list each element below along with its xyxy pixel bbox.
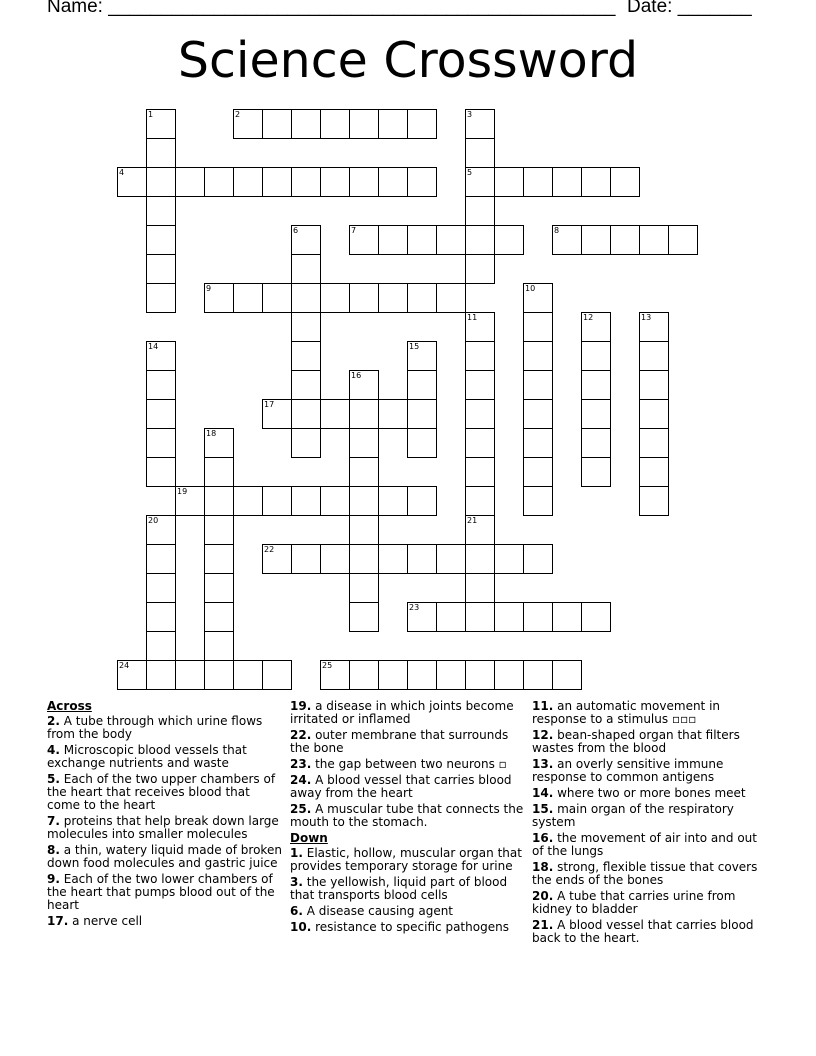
clue-text: Each of the two upper chambers of the heart that receives blood that come to the heart	[47, 772, 276, 812]
grid-cell[interactable]	[262, 109, 292, 139]
grid-cell[interactable]	[349, 544, 379, 574]
grid-cell[interactable]	[204, 457, 234, 487]
grid-cell[interactable]	[262, 486, 292, 516]
grid-cell[interactable]	[378, 399, 408, 429]
grid-cell[interactable]	[349, 109, 379, 139]
grid-cell[interactable]	[465, 138, 495, 168]
clue-text: a nerve cell	[72, 914, 143, 928]
grid-cell[interactable]	[465, 602, 495, 632]
cell-number: 17	[264, 400, 275, 409]
grid-cell[interactable]	[204, 573, 234, 603]
clue-number: 25.	[290, 802, 312, 816]
grid-cell[interactable]	[291, 544, 321, 574]
clue-number: 23.	[290, 757, 312, 771]
clue-text: a disease in which joints become irritated or inflamed	[290, 699, 514, 726]
cell-number: 5	[467, 168, 473, 177]
clue-across-5	[47, 773, 285, 812]
grid-cell[interactable]	[465, 399, 495, 429]
clues-column-1	[47, 700, 285, 931]
clue-text: where two or more bones meet	[557, 786, 746, 800]
grid-cell[interactable]	[233, 660, 263, 690]
grid-cell[interactable]	[523, 457, 553, 487]
across-heading: Across	[47, 699, 92, 713]
clue-across-7	[47, 815, 285, 841]
clue-down-10	[290, 921, 528, 934]
date-line[interactable]: _______	[677, 0, 752, 17]
cell-number: 12	[583, 313, 594, 322]
name-line[interactable]: ________________________________________________	[108, 0, 616, 17]
clue-number: 8.	[47, 843, 60, 857]
cell-number: 6	[293, 226, 299, 235]
grid-cell[interactable]	[146, 138, 176, 168]
grid-cell[interactable]	[146, 196, 176, 226]
clue-across-24	[290, 774, 528, 800]
grid-cell[interactable]	[146, 341, 176, 371]
cell-number: 8	[554, 226, 560, 235]
grid-cell[interactable]	[233, 486, 263, 516]
grid-cell[interactable]	[146, 631, 176, 661]
grid-cell[interactable]	[465, 573, 495, 603]
grid-cell[interactable]	[320, 399, 350, 429]
page-title: Science Crossword	[177, 32, 639, 89]
cell-number: 10	[525, 284, 536, 293]
clue-across-25	[290, 803, 528, 829]
grid-cell[interactable]	[581, 370, 611, 400]
cell-number: 3	[467, 110, 473, 119]
name-label-text: Name:	[47, 0, 103, 17]
clue-across-22	[290, 729, 528, 755]
clues-column-3	[532, 700, 770, 948]
grid-cell[interactable]	[262, 544, 292, 574]
clue-across-8	[47, 844, 285, 870]
grid-cell[interactable]	[465, 341, 495, 371]
clue-text: A tube through which urine flows from the body	[47, 714, 263, 741]
clue-down-6	[290, 905, 528, 918]
grid-cell[interactable]	[639, 486, 669, 516]
clue-down-14	[532, 787, 770, 800]
grid-cell[interactable]	[349, 225, 379, 255]
clue-text: Each of the two lower chambers of the heart that pumps blood out of the heart	[47, 872, 275, 912]
grid-cell[interactable]	[320, 283, 350, 313]
grid-cell[interactable]	[407, 660, 437, 690]
grid-cell[interactable]	[407, 602, 437, 632]
grid-cell[interactable]	[465, 167, 495, 197]
clue-across-2	[47, 715, 285, 741]
clues-column-2	[290, 700, 528, 937]
grid-cell[interactable]	[378, 109, 408, 139]
grid-cell[interactable]	[436, 225, 466, 255]
clue-text: strong, flexible tissue that covers the ends of the bones	[532, 860, 758, 887]
grid-cell[interactable]	[523, 283, 553, 313]
cell-number: 2	[235, 110, 241, 119]
grid-cell[interactable]	[320, 167, 350, 197]
grid-cell[interactable]	[204, 428, 234, 458]
grid-cell[interactable]	[349, 167, 379, 197]
clue-number: 14.	[532, 786, 554, 800]
grid-cell[interactable]	[291, 167, 321, 197]
grid-cell[interactable]	[581, 399, 611, 429]
clue-number: 24.	[290, 773, 312, 787]
clue-down-1	[290, 847, 528, 873]
clue-text: Elastic, hollow, muscular organ that provides temporary storage for urine	[290, 846, 522, 873]
cell-number: 9	[206, 284, 212, 293]
clue-down-20	[532, 890, 770, 916]
grid-cell[interactable]	[349, 573, 379, 603]
grid-cell[interactable]	[262, 399, 292, 429]
clue-number: 4.	[47, 743, 60, 757]
clue-number: 6.	[290, 904, 303, 918]
grid-cell[interactable]	[204, 486, 234, 516]
clue-number: 17.	[47, 914, 69, 928]
grid-cell[interactable]	[320, 486, 350, 516]
grid-cell[interactable]	[291, 225, 321, 255]
clue-across-19	[290, 700, 528, 726]
grid-cell[interactable]	[465, 428, 495, 458]
clue-number: 11.	[532, 699, 554, 713]
grid-cell[interactable]	[581, 225, 611, 255]
clue-across-4	[47, 744, 285, 770]
grid-cell[interactable]	[523, 660, 553, 690]
grid-cell[interactable]	[465, 457, 495, 487]
grid-cell[interactable]	[291, 109, 321, 139]
cell-number: 15	[409, 342, 420, 351]
grid-cell[interactable]	[146, 167, 176, 197]
grid-cell[interactable]	[465, 660, 495, 690]
grid-cell[interactable]	[465, 486, 495, 516]
grid-cell[interactable]	[291, 428, 321, 458]
grid-cell[interactable]	[378, 544, 408, 574]
grid-cell[interactable]	[117, 167, 147, 197]
grid-cell[interactable]	[639, 225, 669, 255]
grid-cell[interactable]	[146, 457, 176, 487]
clue-down-16	[532, 832, 770, 858]
grid-cell[interactable]	[146, 254, 176, 284]
grid-cell[interactable]	[146, 428, 176, 458]
cell-number: 16	[351, 371, 362, 380]
grid-cell[interactable]	[175, 660, 205, 690]
cell-number: 1	[148, 110, 154, 119]
grid-cell[interactable]	[320, 544, 350, 574]
grid-cell[interactable]	[146, 515, 176, 545]
grid-cell[interactable]	[291, 399, 321, 429]
grid-cell[interactable]	[465, 109, 495, 139]
clue-number: 10.	[290, 920, 312, 934]
grid-cell[interactable]	[436, 602, 466, 632]
grid-cell[interactable]	[407, 341, 437, 371]
clue-text: the gap between two neurons ▫	[315, 757, 507, 771]
cell-number: 18	[206, 429, 217, 438]
grid-cell[interactable]	[494, 544, 524, 574]
grid-cell[interactable]	[523, 167, 553, 197]
grid-cell[interactable]	[552, 660, 582, 690]
cell-number: 14	[148, 342, 159, 351]
grid-cell[interactable]	[407, 399, 437, 429]
grid-cell[interactable]	[523, 370, 553, 400]
clue-number: 21.	[532, 918, 554, 932]
grid-cell[interactable]	[204, 660, 234, 690]
clue-text: A blood vessel that carries blood back to the heart.	[532, 918, 754, 945]
grid-cell[interactable]	[233, 109, 263, 139]
grid-cell[interactable]	[494, 602, 524, 632]
grid-cell[interactable]	[233, 167, 263, 197]
grid-cell[interactable]	[349, 602, 379, 632]
cell-number: 4	[119, 168, 125, 177]
grid-cell[interactable]	[552, 167, 582, 197]
grid-cell[interactable]	[378, 486, 408, 516]
clue-text: bean-shaped organ that filters wastes from the blood	[532, 728, 740, 755]
grid-cell[interactable]	[494, 167, 524, 197]
grid-cell[interactable]	[349, 283, 379, 313]
grid-cell[interactable]	[407, 370, 437, 400]
clue-text: the movement of air into and out of the lungs	[532, 831, 757, 858]
grid-cell[interactable]	[523, 544, 553, 574]
grid-cell[interactable]	[407, 486, 437, 516]
clue-number: 1.	[290, 846, 303, 860]
cell-number: 23	[409, 603, 420, 612]
cell-number: 24	[119, 661, 130, 670]
grid-cell[interactable]	[552, 602, 582, 632]
grid-cell[interactable]	[523, 399, 553, 429]
clue-down-3	[290, 876, 528, 902]
cell-number: 7	[351, 226, 357, 235]
grid-cell[interactable]	[349, 399, 379, 429]
grid-cell[interactable]	[146, 660, 176, 690]
clue-text: outer membrane that surrounds the bone	[290, 728, 509, 755]
grid-cell[interactable]	[262, 283, 292, 313]
clue-number: 3.	[290, 875, 303, 889]
clue-text: A tube that carries urine from kidney to bladder	[532, 889, 736, 916]
down-heading: Down	[290, 831, 328, 845]
grid-cell[interactable]	[436, 544, 466, 574]
grid-cell[interactable]	[436, 660, 466, 690]
grid-cell[interactable]	[146, 399, 176, 429]
grid-cell[interactable]	[349, 457, 379, 487]
clue-text: main organ of the respiratory system	[532, 802, 734, 829]
grid-cell[interactable]	[262, 167, 292, 197]
grid-cell[interactable]	[465, 544, 495, 574]
grid-cell[interactable]	[407, 544, 437, 574]
clue-text: resistance to specific pathogens	[315, 920, 509, 934]
clue-down-21	[532, 919, 770, 945]
grid-cell[interactable]	[204, 283, 234, 313]
clue-text: an overly sensitive immune response to common antigens	[532, 757, 724, 784]
clue-text: a thin, watery liquid made of broken down food molecules and gastric juice	[47, 843, 282, 870]
grid-cell[interactable]	[146, 544, 176, 574]
grid-cell[interactable]	[291, 370, 321, 400]
grid-cell[interactable]	[581, 602, 611, 632]
cell-number: 11	[467, 313, 478, 322]
grid-cell[interactable]	[146, 109, 176, 139]
grid-cell[interactable]	[175, 486, 205, 516]
grid-cell[interactable]	[146, 225, 176, 255]
clue-number: 13.	[532, 757, 554, 771]
grid-cell[interactable]	[349, 428, 379, 458]
grid-cell[interactable]	[407, 109, 437, 139]
clue-number: 20.	[532, 889, 554, 903]
grid-cell[interactable]	[436, 283, 466, 313]
grid-cell[interactable]	[407, 428, 437, 458]
clue-number: 22.	[290, 728, 312, 742]
grid-cell[interactable]	[407, 167, 437, 197]
grid-cell[interactable]	[204, 167, 234, 197]
grid-cell[interactable]	[465, 254, 495, 284]
grid-cell[interactable]	[291, 254, 321, 284]
grid-cell[interactable]	[465, 370, 495, 400]
grid-cell[interactable]	[465, 225, 495, 255]
grid-cell[interactable]	[581, 457, 611, 487]
clue-down-18	[532, 861, 770, 887]
grid-cell[interactable]	[668, 225, 698, 255]
grid-cell[interactable]	[610, 167, 640, 197]
clue-text: A muscular tube that connects the mouth to the stomach.	[290, 802, 524, 829]
clue-text: an automatic movement in response to a stimulus ▫▫▫	[532, 699, 721, 726]
grid-cell[interactable]	[262, 660, 292, 690]
grid-cell[interactable]	[175, 167, 205, 197]
grid-cell[interactable]	[291, 283, 321, 313]
grid-cell[interactable]	[320, 660, 350, 690]
grid-cell[interactable]	[204, 544, 234, 574]
grid-cell[interactable]	[639, 428, 669, 458]
clue-number: 15.	[532, 802, 554, 816]
grid-cell[interactable]	[523, 602, 553, 632]
grid-cell[interactable]	[291, 312, 321, 342]
grid-cell[interactable]	[117, 660, 147, 690]
grid-cell[interactable]	[320, 109, 350, 139]
cell-number: 25	[322, 661, 333, 670]
clue-text: proteins that help break down large molecules into smaller molecules	[47, 814, 279, 841]
grid-cell[interactable]	[639, 312, 669, 342]
clue-text: Microscopic blood vessels that exchange nutrients and waste	[47, 743, 247, 770]
cell-number: 22	[264, 545, 275, 554]
clue-across-17	[47, 915, 285, 928]
grid-cell[interactable]	[204, 515, 234, 545]
grid-cell[interactable]	[552, 225, 582, 255]
cell-number: 13	[641, 313, 652, 322]
grid-cell[interactable]	[378, 167, 408, 197]
clue-number: 18.	[532, 860, 554, 874]
clue-number: 19.	[290, 699, 312, 713]
grid-cell[interactable]	[378, 660, 408, 690]
grid-cell[interactable]	[494, 660, 524, 690]
cell-number: 19	[177, 487, 188, 496]
grid-cell[interactable]	[639, 399, 669, 429]
grid-cell[interactable]	[494, 225, 524, 255]
clue-text: A blood vessel that carries blood away from the heart	[290, 773, 512, 800]
cell-number: 21	[467, 516, 478, 525]
grid-cell[interactable]	[233, 283, 263, 313]
grid-cell[interactable]	[523, 428, 553, 458]
grid-cell[interactable]	[378, 225, 408, 255]
grid-cell[interactable]	[146, 602, 176, 632]
grid-cell[interactable]	[291, 486, 321, 516]
clue-number: 7.	[47, 814, 60, 828]
grid-cell[interactable]	[581, 341, 611, 371]
grid-cell[interactable]	[349, 660, 379, 690]
grid-cell[interactable]	[349, 515, 379, 545]
grid-cell[interactable]	[465, 515, 495, 545]
grid-cell[interactable]	[146, 573, 176, 603]
clue-number: 16.	[532, 831, 554, 845]
grid-cell[interactable]	[523, 341, 553, 371]
grid-cell[interactable]	[349, 486, 379, 516]
grid-cell[interactable]	[581, 428, 611, 458]
clue-down-12	[532, 729, 770, 755]
cell-number: 20	[148, 516, 159, 525]
grid-cell[interactable]	[523, 312, 553, 342]
grid-cell[interactable]	[146, 283, 176, 313]
clue-text: the yellowish, liquid part of blood that transports blood cells	[290, 875, 508, 902]
grid-cell[interactable]	[581, 312, 611, 342]
grid-cell[interactable]	[204, 631, 234, 661]
grid-cell[interactable]	[523, 486, 553, 516]
clue-number: 12.	[532, 728, 554, 742]
grid-cell[interactable]	[146, 370, 176, 400]
grid-cell[interactable]	[407, 283, 437, 313]
grid-cell[interactable]	[639, 341, 669, 371]
grid-cell[interactable]	[610, 225, 640, 255]
grid-cell[interactable]	[465, 312, 495, 342]
clue-number: 2.	[47, 714, 60, 728]
grid-cell[interactable]	[639, 457, 669, 487]
clue-across-23	[290, 758, 528, 771]
grid-cell[interactable]	[639, 370, 669, 400]
clue-across-9	[47, 873, 285, 912]
grid-cell[interactable]	[407, 225, 437, 255]
grid-cell[interactable]	[291, 341, 321, 371]
clue-text: A disease causing agent	[306, 904, 454, 918]
grid-cell[interactable]	[465, 196, 495, 226]
clue-down-15	[532, 803, 770, 829]
clue-number: 9.	[47, 872, 60, 886]
clue-down-11	[532, 700, 770, 726]
grid-cell[interactable]	[581, 167, 611, 197]
clue-down-13	[532, 758, 770, 784]
grid-cell[interactable]	[378, 283, 408, 313]
grid-cell[interactable]	[349, 370, 379, 400]
date-label-text: Date:	[627, 0, 673, 17]
grid-cell[interactable]	[204, 602, 234, 632]
clue-number: 5.	[47, 772, 60, 786]
